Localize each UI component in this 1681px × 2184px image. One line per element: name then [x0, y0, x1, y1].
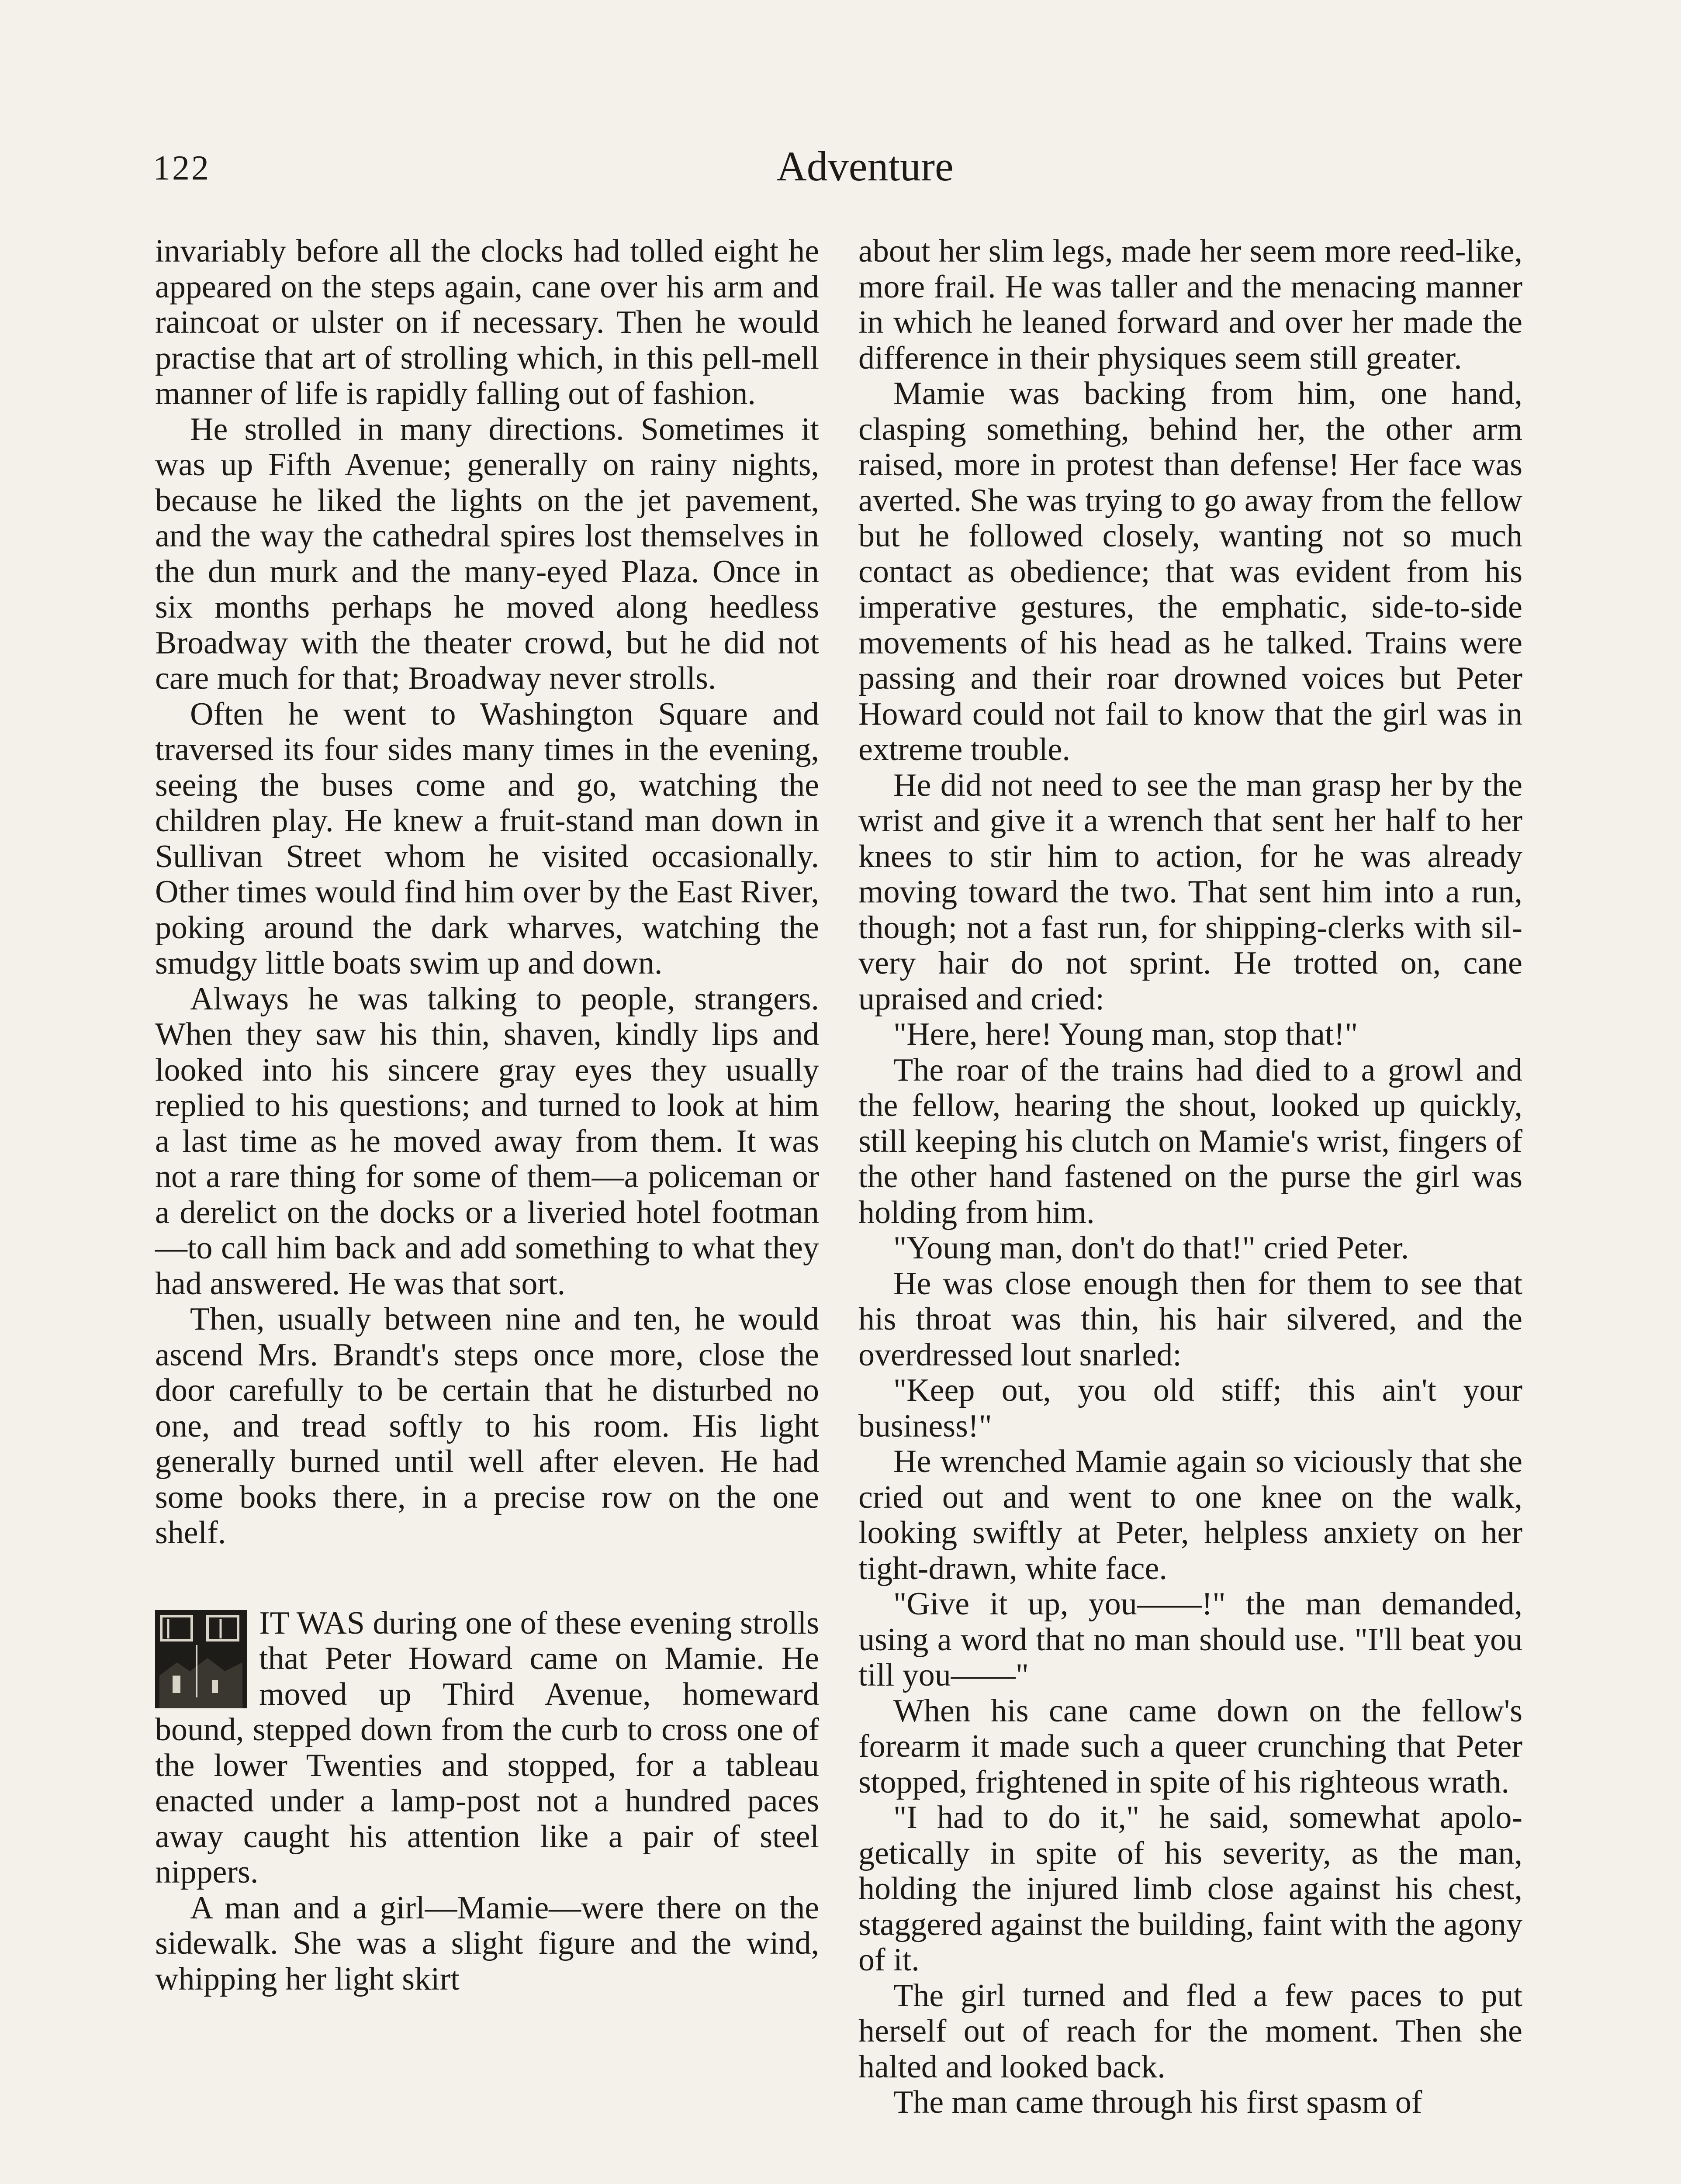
paragraph: A man and a girl—Mamie—were there on the sidewalk. She was a slight figure and the wind, whipping her light skirt	[155, 1890, 819, 1997]
paragraph: He was close enough then for them to see that his throat was thin, his hair silvered, and the overdressed lout snarled:	[858, 1265, 1522, 1373]
paragraph: The man came through his first spasm of	[893, 2084, 1422, 2120]
paragraph: When his cane came down on the fellow's forearm it made such a queer crunching that Peter stopped, frightened in spite of his righteous wrath.	[858, 1693, 1522, 1800]
paragraph: "I had to do it," he said, somewhat apologetically in spite of his severity, as the man, holding the injured limb close against his chest, staggered against the building, faint with the agony of it.	[858, 1800, 1522, 1978]
paragraph: He did not need to see the man grasp her by the wrist and give it a wrench that sent her half to her knees to stir him to action, for he was already moving toward the two. That sent him into a run, though; not a fast run, for shipping-clerks with silvery hair do not sprint. He trotted on, cane upraised and cried:	[858, 767, 1522, 1017]
section-opening-text: IT WAS during one of these evening strolls that Peter Howard came on Mamie. He moved up Third Avenue, homeward bound, stepped down from the curb to cross one of the lower Twenties and stopped, for a tableau enacted under a lamp-post not a hundred paces away caught his attention like a pair of steel nippers.	[155, 1605, 819, 1890]
paragraph: "Keep out, you old stiff; this ain't your business!"	[858, 1372, 1522, 1444]
paragraph: He wrenched Mamie again so viciously that she cried out and went to one knee on the walk, looking swiftly at Peter, helpless anxiety on her tight-drawn, white face.	[858, 1444, 1522, 1586]
left-column	[155, 234, 819, 1997]
paragraph: "Young man, don't do that!" cried Peter.	[893, 1230, 1409, 1266]
paragraph: "Here, here! Young man, stop that!"	[893, 1016, 1358, 1052]
running-title: Adventure	[776, 143, 954, 190]
page-number: 122	[153, 149, 211, 187]
paragraph: invariably before all the clocks had tolled eight he appeared on the steps again, cane over his arm and raincoat or ulster on if necessary. Then he would practise that art of strolling which, in this pell-mell manner of life is rapidly falling out of fashion.	[155, 233, 819, 411]
paragraph: The roar of the trains had died to a growl and the fellow, hearing the shout, looked up quickly, still keeping his clutch on Mamie's wrist, fingers of the other hand fastened on the purse the girl was holding from him.	[858, 1052, 1522, 1230]
paragraph: Always he was talking to people, strangers. When they saw his thin, shaven, kindly lips and looked into his sincere gray eyes they usually replied to his questions; and turned to look at him a last time as he moved away from them. It was not a rare thing for some of them—a policeman or a derelict on the docks or a liveried hotel footman—to call him back and add something to what they had answered. He was that sort.	[155, 981, 819, 1302]
section-break	[155, 1551, 819, 1606]
paragraph: "Give it up, you——!" the man demanded, using a word that no man should use. "I'll beat you till you——"	[858, 1586, 1522, 1693]
decorative-initial-illustration	[155, 1610, 247, 1708]
right-column	[858, 234, 1522, 2121]
paragraph: about her slim legs, made her seem more reed-like, more frail. He was taller and the menacing manner in which he leaned forward and over her made the difference in their physiques seem still greater.	[858, 233, 1522, 376]
paragraph: Often he went to Washington Square and traversed its four sides many times in the evening, seeing the buses come and go, watching the children play. He knew a fruit-stand man down in Sullivan Street whom he visited occasionally. Other times would find him over by the East River, poking around the dark wharves, watching the smudgy little boats swim up and down.	[155, 696, 819, 981]
paragraph: The girl turned and fled a few paces to put herself out of reach for the moment. Then she halted and looked back.	[858, 1977, 1522, 2085]
paragraph: Then, usually between nine and ten, he would ascend Mrs. Brandt's steps once more, close the door carefully to be certain that he disturbed no one, and tread softly to his room. His light generally burned until well after eleven. He had some books there, in a precise row on the one shelf.	[155, 1301, 819, 1551]
section-opening-paragraph	[155, 1606, 819, 1890]
paragraph: Mamie was backing from him, one hand, clasping something, behind her, the other arm raised, more in protest than defense! Her face was averted. She was trying to go away from the fellow but he followed closely, wanting not so much contact as obedience; that was evident from his imperative gestures, the emphatic, side-to-side movements of his head as he talked. Trains were passing and their roar drowned voices but Peter Howard could not fail to know that the girl was in extreme trouble.	[858, 376, 1522, 767]
paragraph: He strolled in many directions. Sometimes it was up Fifth Avenue; generally on rainy nights, because he liked the lights on the jet pavement, and the way the cathedral spires lost themselves in the dun murk and the many-eyed Plaza. Once in six months perhaps he moved along heedless Broadway with the theater crowd, but he did not care much for that; Broadway never strolls.	[155, 411, 819, 696]
